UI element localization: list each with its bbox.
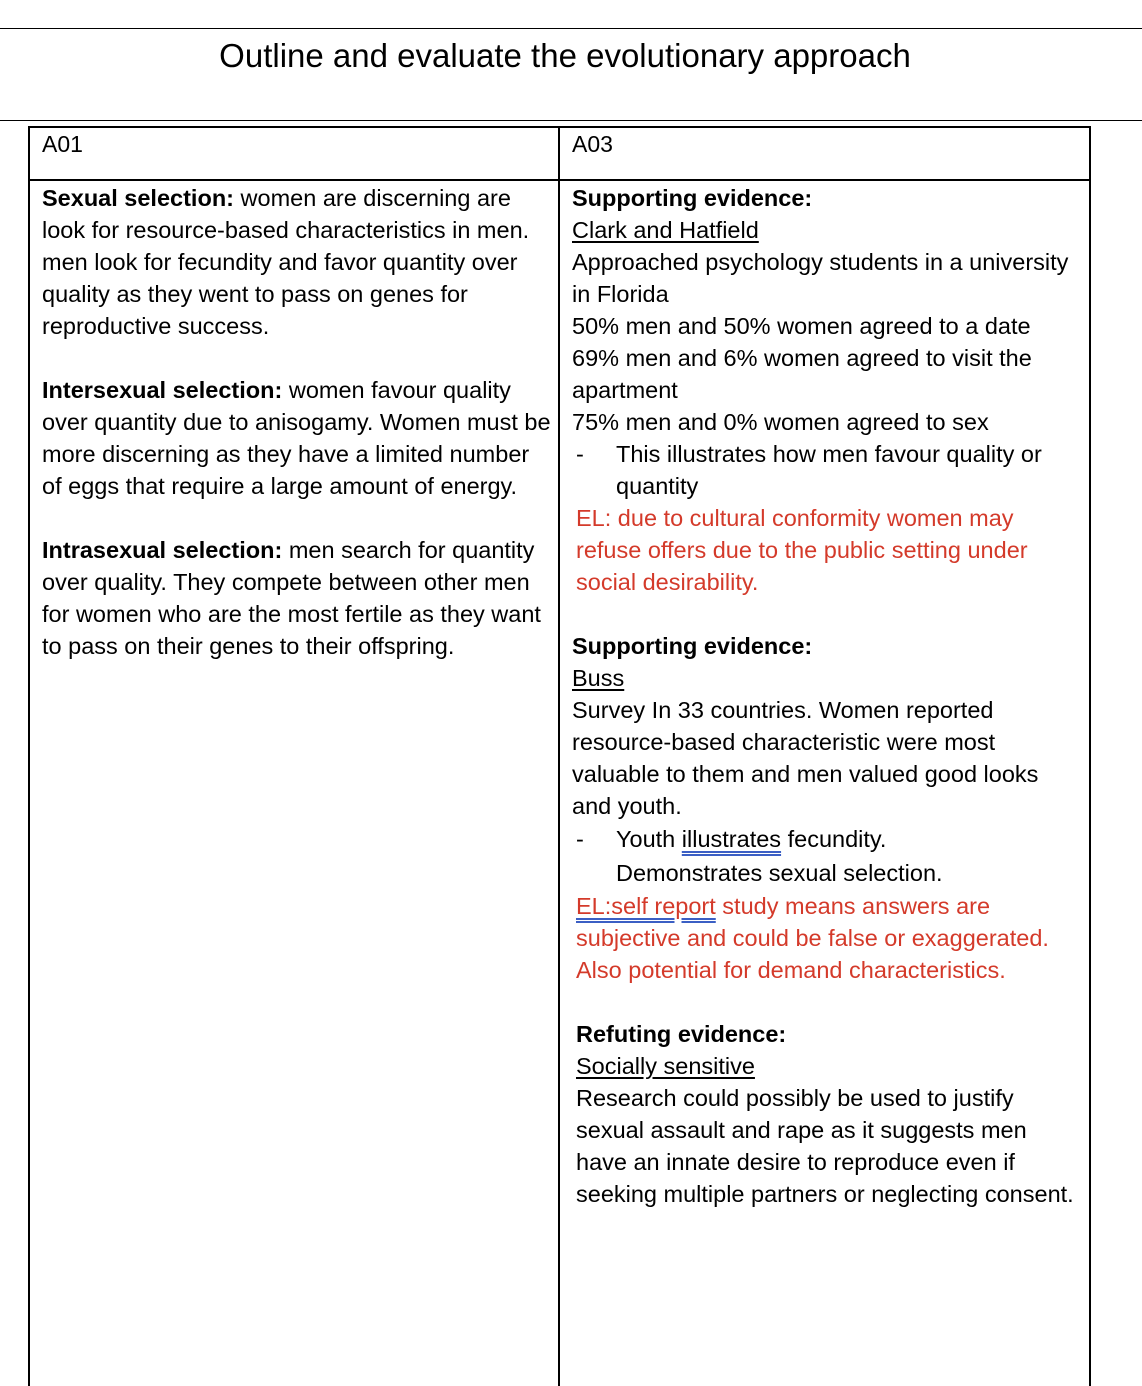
buss-description: Survey In 33 countries. Women reported resource-based characteristic were most valuable to them and men valued good looks and youth. <box>572 697 1039 819</box>
term-description: men search for quantity over quality. They compete between other men for women who are the most fertile as they want to pass on their genes to their offspring. <box>42 537 541 659</box>
ao1-sexual-selection <box>42 182 552 342</box>
table-column-divider <box>558 126 560 1386</box>
top-rule <box>0 28 1142 29</box>
title-rule <box>0 120 1142 121</box>
refute-study-name: Socially sensitive <box>576 1053 755 1079</box>
table-border-top <box>28 126 1091 128</box>
bullet-text: Youth illustrates fecundity. Demonstrates sexual selection. <box>616 826 943 886</box>
column-header-ao3: A03 <box>572 131 613 157</box>
buss-evaluation: EL:self report study means answers are subjective and could be false or exaggerated. Also potential for demand characteristics. <box>576 893 1049 983</box>
buss-heading: Supporting evidence: <box>572 633 813 659</box>
spelling-flag: illustrates <box>681 826 782 852</box>
clark-bullet <box>572 438 1084 502</box>
ao3-cell <box>572 182 1084 1210</box>
term-label: Intersexual selection: <box>42 377 283 403</box>
clark-line: 75% men and 0% women agreed to sex <box>572 409 989 435</box>
clark-line: 50% men and 50% women agreed to a date <box>572 313 1031 339</box>
notes-table <box>28 126 1091 1386</box>
ao1-intersexual-selection <box>42 374 552 502</box>
bullet-dash: - <box>576 826 584 852</box>
table-header-divider <box>28 179 1091 181</box>
clark-study-name: Clark and Hatfield <box>572 217 759 243</box>
buss-bullet <box>572 822 1084 890</box>
term-label: Intrasexual selection: <box>42 537 283 563</box>
buss-study-name: Buss <box>572 665 625 691</box>
spelling-flag: EL:self report <box>576 893 716 919</box>
refute-description: Research could possibly be used to justify sexual assault and rape as it suggests men have an innate desire to reproduce even if seeking multiple partners or neglecting consent. <box>576 1085 1074 1207</box>
clark-line: Approached psychology students in a university in Florida <box>572 249 1069 307</box>
term-description: women are discerning are look for resource-based characteristics in men. men look for fecundity and favor quantity over quality as they went to pass on genes for reproductive success. <box>42 185 530 339</box>
refute-heading: Refuting evidence: <box>576 1021 787 1047</box>
page-title: Outline and evaluate the evolutionary approach <box>219 37 911 74</box>
term-label: Sexual selection: <box>42 185 234 211</box>
table-border-right <box>1089 126 1091 1386</box>
bullet-dash: - <box>576 441 584 467</box>
clark-line: 69% men and 6% women agreed to visit the apartment <box>572 345 1032 403</box>
bullet-text: This illustrates how men favour quality or quantity <box>616 441 1042 499</box>
clark-heading: Supporting evidence: <box>572 185 813 211</box>
table-border-left <box>28 126 30 1386</box>
column-header-ao1: A01 <box>42 131 83 157</box>
ao1-intrasexual-selection <box>42 534 552 662</box>
term-description: women favour quality over quantity due to anisogamy. Women must be more discerning as they have a limited number of eggs that require a large amount of energy. <box>42 377 551 499</box>
ao1-cell <box>42 182 552 662</box>
clark-evaluation: EL: due to cultural conformity women may refuse offers due to the public setting under social desirability. <box>576 505 1028 595</box>
